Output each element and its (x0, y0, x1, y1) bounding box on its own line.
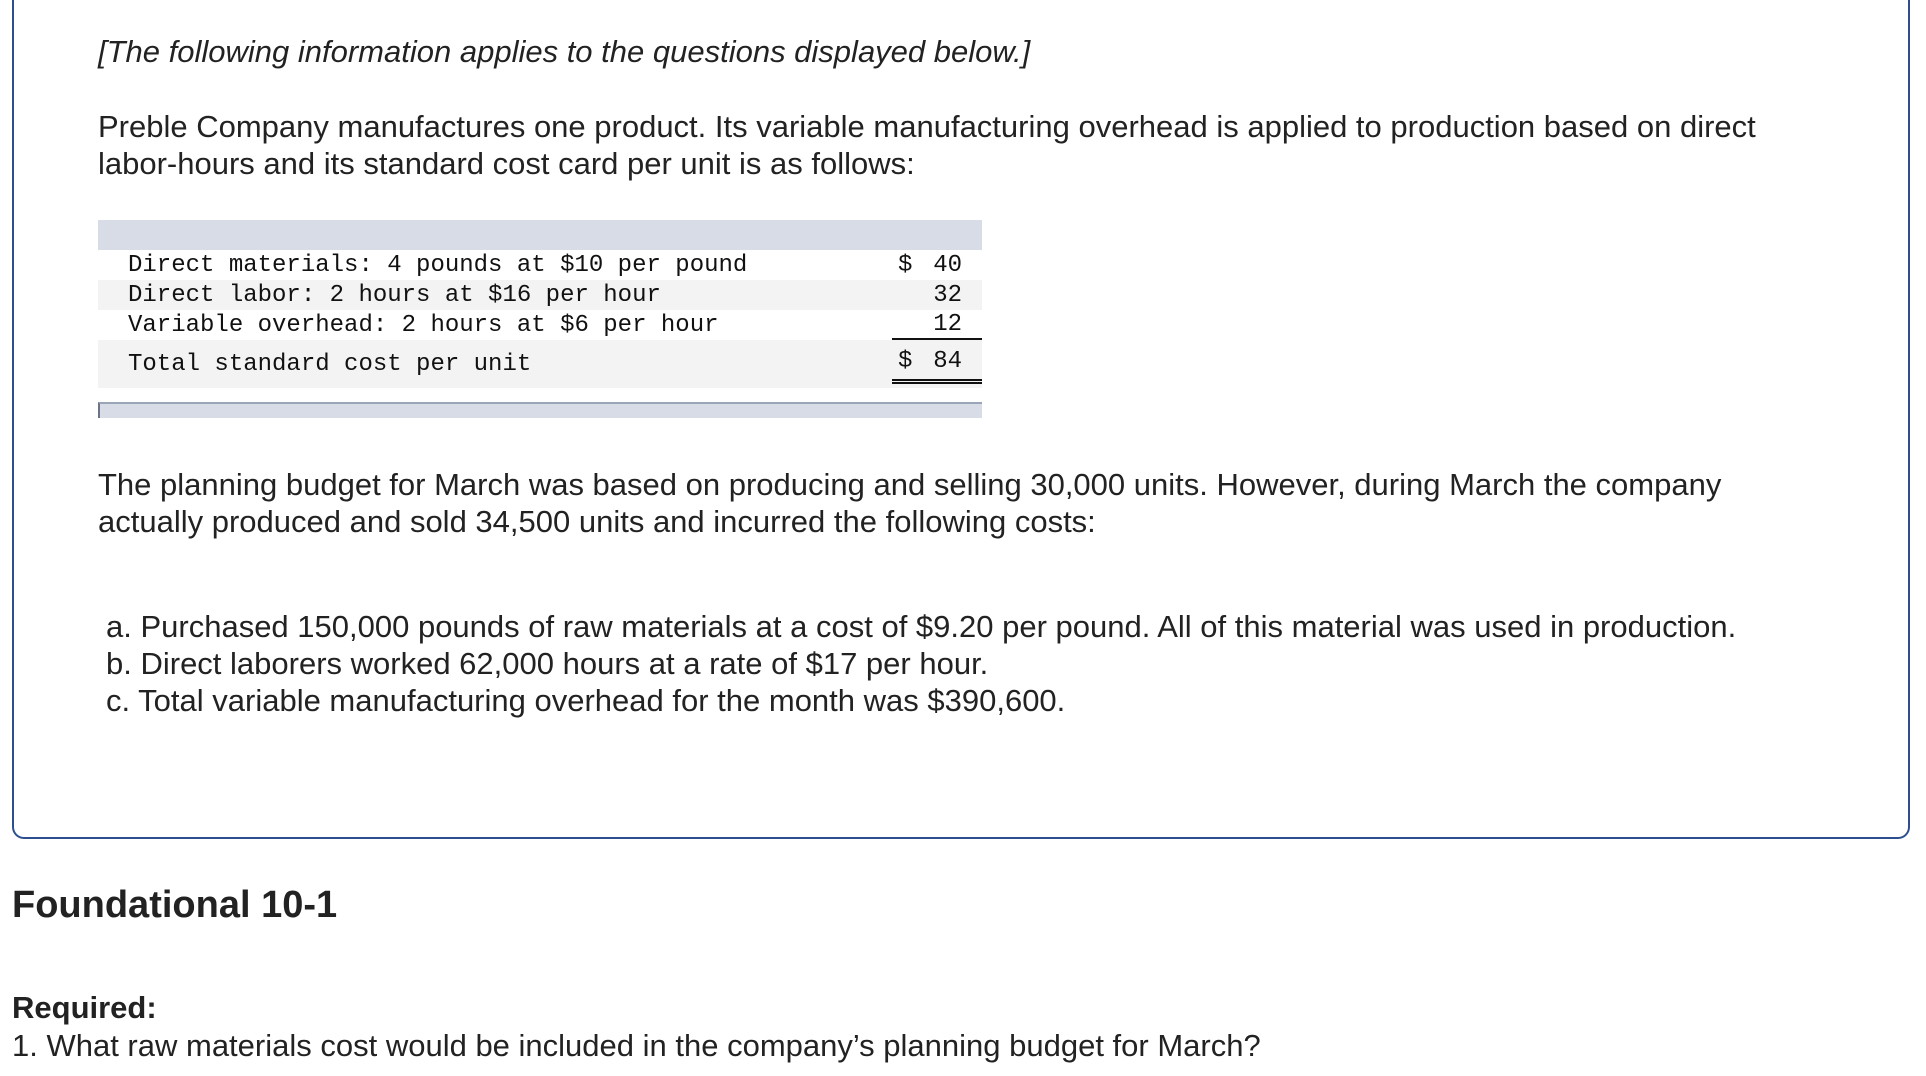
required-label: Required: (12, 990, 157, 1025)
cost-row-total (98, 340, 982, 388)
cost-card-footer (98, 402, 982, 418)
currency-sign: $ (898, 251, 913, 279)
cost-row-amount: 32 (933, 281, 962, 309)
cost-card-gap (98, 388, 982, 402)
cost-row-amount-cell (892, 310, 982, 340)
total-amount: 84 (933, 348, 962, 375)
company-description: Preble Company manufactures one product. Its variable manufacturing overhead is applied to production based on direct labor-hours and its standard cost card per unit is as follows: (98, 109, 1756, 181)
currency-sign: $ (898, 348, 913, 375)
cost-row-amount-cell (892, 252, 982, 279)
intro-note: [The following information applies to the questions displayed below.] (98, 34, 1031, 69)
list-item: a. Purchased 150,000 pounds of raw materials at a cost of $9.20 per pound. All of this material was used in production. (106, 609, 1737, 644)
total-amount-cell (892, 344, 982, 384)
cost-row-amount: 40 (933, 251, 962, 279)
list-item: c. Total variable manufacturing overhead for the month was $390,600. (106, 683, 1066, 718)
cost-row-variable-overhead (98, 310, 982, 340)
cost-row-label: Direct materials: 4 pounds at $10 per pound (128, 251, 748, 279)
cost-row-direct-materials (98, 250, 982, 280)
cost-row-amount-cell (892, 282, 982, 309)
cost-row-label: Direct labor: 2 hours at $16 per hour (128, 281, 661, 309)
question-text: 1. What raw materials cost would be included in the company’s planning budget for March? (12, 1028, 1261, 1063)
cost-card-header (98, 220, 982, 250)
section-title: Foundational 10-1 (12, 884, 338, 926)
list-item: b. Direct laborers worked 62,000 hours at a rate of $17 per hour. (106, 646, 989, 681)
standard-cost-card (98, 220, 982, 418)
planning-budget-description: The planning budget for March was based on producing and selling 30,000 units. However, during March the company actually produced and sold 34,500 units and incurred the following costs: (98, 467, 1722, 539)
cost-row-label: Variable overhead: 2 hours at $6 per hour (128, 311, 719, 339)
actual-costs-list (106, 608, 1736, 719)
total-label: Total standard cost per unit (128, 350, 532, 378)
cost-row-direct-labor (98, 280, 982, 310)
cost-row-amount: 12 (933, 310, 962, 338)
